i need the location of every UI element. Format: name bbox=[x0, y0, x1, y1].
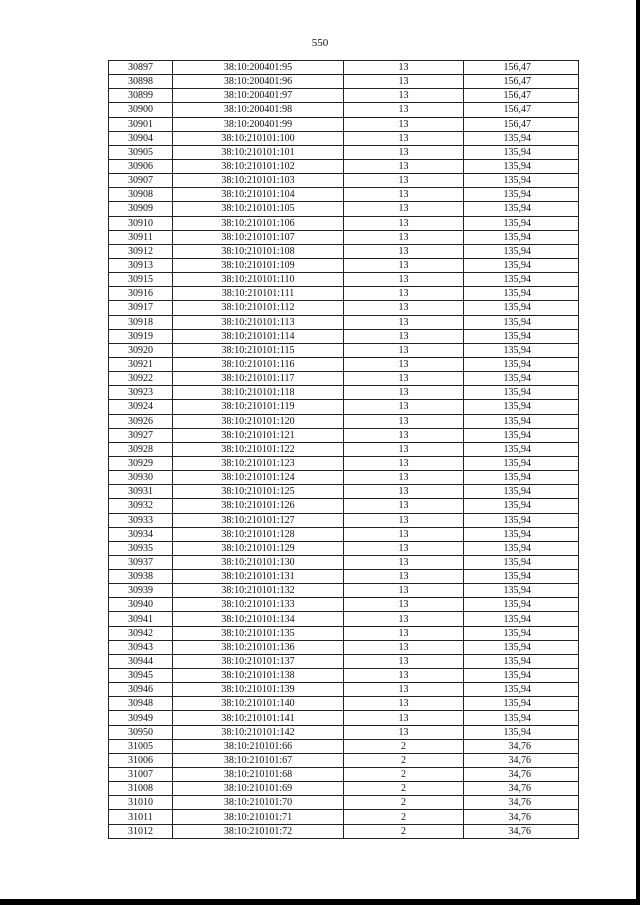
cadastral-number-cell: 38:10:210101:139 bbox=[173, 683, 344, 697]
scan-edge-bottom bbox=[0, 899, 640, 905]
cadastral-number-cell: 38:10:210101:133 bbox=[173, 598, 344, 612]
cadastral-number-cell: 38:10:200401:97 bbox=[173, 89, 344, 103]
cadastral-number-cell: 38:10:210101:136 bbox=[173, 640, 344, 654]
quantity-cell: 13 bbox=[344, 414, 464, 428]
row-id-cell: 31005 bbox=[109, 739, 173, 753]
quantity-cell: 2 bbox=[344, 796, 464, 810]
row-id-cell: 30900 bbox=[109, 103, 173, 117]
table-row bbox=[109, 739, 579, 753]
row-id-cell: 30921 bbox=[109, 357, 173, 371]
amount-cell: 135,94 bbox=[464, 654, 579, 668]
quantity-cell: 2 bbox=[344, 810, 464, 824]
row-id-cell: 30929 bbox=[109, 456, 173, 470]
quantity-cell: 13 bbox=[344, 400, 464, 414]
cadastral-number-cell: 38:10:210101:71 bbox=[173, 810, 344, 824]
table-row bbox=[109, 499, 579, 513]
quantity-cell: 13 bbox=[344, 301, 464, 315]
cadastral-number-cell: 38:10:210101:128 bbox=[173, 527, 344, 541]
cadastral-number-cell: 38:10:210101:117 bbox=[173, 372, 344, 386]
cadastral-number-cell: 38:10:210101:138 bbox=[173, 669, 344, 683]
row-id-cell: 31006 bbox=[109, 753, 173, 767]
quantity-cell: 13 bbox=[344, 527, 464, 541]
row-id-cell: 30927 bbox=[109, 428, 173, 442]
quantity-cell: 13 bbox=[344, 103, 464, 117]
amount-cell: 135,94 bbox=[464, 626, 579, 640]
quantity-cell: 2 bbox=[344, 753, 464, 767]
cadastral-number-cell: 38:10:210101:108 bbox=[173, 244, 344, 258]
table-row bbox=[109, 244, 579, 258]
quantity-cell: 13 bbox=[344, 654, 464, 668]
cadastral-number-cell: 38:10:200401:99 bbox=[173, 117, 344, 131]
table-row bbox=[109, 287, 579, 301]
table-row bbox=[109, 202, 579, 216]
amount-cell: 135,94 bbox=[464, 372, 579, 386]
row-id-cell: 30908 bbox=[109, 188, 173, 202]
cadastral-number-cell: 38:10:210101:116 bbox=[173, 357, 344, 371]
quantity-cell: 13 bbox=[344, 61, 464, 75]
quantity-cell: 13 bbox=[344, 697, 464, 711]
table-row bbox=[109, 428, 579, 442]
cadastral-number-cell: 38:10:210101:130 bbox=[173, 555, 344, 569]
row-id-cell: 30938 bbox=[109, 570, 173, 584]
quantity-cell: 13 bbox=[344, 216, 464, 230]
row-id-cell: 30932 bbox=[109, 499, 173, 513]
data-table-container bbox=[108, 60, 579, 839]
data-table bbox=[108, 60, 579, 839]
quantity-cell: 13 bbox=[344, 315, 464, 329]
amount-cell: 135,94 bbox=[464, 640, 579, 654]
amount-cell: 135,94 bbox=[464, 725, 579, 739]
amount-cell: 135,94 bbox=[464, 697, 579, 711]
quantity-cell: 13 bbox=[344, 159, 464, 173]
table-row bbox=[109, 796, 579, 810]
quantity-cell: 2 bbox=[344, 768, 464, 782]
amount-cell: 135,94 bbox=[464, 400, 579, 414]
amount-cell: 135,94 bbox=[464, 174, 579, 188]
quantity-cell: 13 bbox=[344, 683, 464, 697]
cadastral-number-cell: 38:10:210101:115 bbox=[173, 343, 344, 357]
amount-cell: 135,94 bbox=[464, 485, 579, 499]
quantity-cell: 13 bbox=[344, 117, 464, 131]
table-row bbox=[109, 456, 579, 470]
table-row bbox=[109, 273, 579, 287]
amount-cell: 135,94 bbox=[464, 513, 579, 527]
amount-cell: 34,76 bbox=[464, 796, 579, 810]
cadastral-number-cell: 38:10:210101:135 bbox=[173, 626, 344, 640]
quantity-cell: 2 bbox=[344, 782, 464, 796]
cadastral-number-cell: 38:10:210101:118 bbox=[173, 386, 344, 400]
table-row bbox=[109, 188, 579, 202]
cadastral-number-cell: 38:10:210101:134 bbox=[173, 612, 344, 626]
row-id-cell: 30933 bbox=[109, 513, 173, 527]
table-row bbox=[109, 357, 579, 371]
cadastral-number-cell: 38:10:210101:100 bbox=[173, 131, 344, 145]
table-row bbox=[109, 768, 579, 782]
cadastral-number-cell: 38:10:210101:119 bbox=[173, 400, 344, 414]
table-row bbox=[109, 414, 579, 428]
quantity-cell: 13 bbox=[344, 329, 464, 343]
quantity-cell: 13 bbox=[344, 442, 464, 456]
table-row bbox=[109, 598, 579, 612]
quantity-cell: 13 bbox=[344, 428, 464, 442]
table-row bbox=[109, 584, 579, 598]
table-row bbox=[109, 612, 579, 626]
quantity-cell: 13 bbox=[344, 711, 464, 725]
cadastral-number-cell: 38:10:200401:98 bbox=[173, 103, 344, 117]
quantity-cell: 13 bbox=[344, 570, 464, 584]
quantity-cell: 13 bbox=[344, 669, 464, 683]
row-id-cell: 31007 bbox=[109, 768, 173, 782]
cadastral-number-cell: 38:10:210101:105 bbox=[173, 202, 344, 216]
table-row bbox=[109, 329, 579, 343]
amount-cell: 156,47 bbox=[464, 75, 579, 89]
table-row bbox=[109, 753, 579, 767]
amount-cell: 135,94 bbox=[464, 669, 579, 683]
row-id-cell: 30942 bbox=[109, 626, 173, 640]
quantity-cell: 13 bbox=[344, 188, 464, 202]
amount-cell: 135,94 bbox=[464, 414, 579, 428]
cadastral-number-cell: 38:10:210101:107 bbox=[173, 230, 344, 244]
table-row bbox=[109, 683, 579, 697]
table-row bbox=[109, 75, 579, 89]
table-row bbox=[109, 640, 579, 654]
amount-cell: 156,47 bbox=[464, 89, 579, 103]
scan-edge-right bbox=[636, 0, 640, 905]
table-row bbox=[109, 485, 579, 499]
row-id-cell: 30920 bbox=[109, 343, 173, 357]
cadastral-number-cell: 38:10:210101:69 bbox=[173, 782, 344, 796]
quantity-cell: 13 bbox=[344, 555, 464, 569]
amount-cell: 135,94 bbox=[464, 301, 579, 315]
amount-cell: 34,76 bbox=[464, 810, 579, 824]
table-row bbox=[109, 654, 579, 668]
quantity-cell: 2 bbox=[344, 824, 464, 838]
quantity-cell: 13 bbox=[344, 456, 464, 470]
table-row bbox=[109, 513, 579, 527]
quantity-cell: 13 bbox=[344, 273, 464, 287]
row-id-cell: 30939 bbox=[109, 584, 173, 598]
row-id-cell: 30931 bbox=[109, 485, 173, 499]
table-row bbox=[109, 626, 579, 640]
cadastral-number-cell: 38:10:210101:104 bbox=[173, 188, 344, 202]
row-id-cell: 30928 bbox=[109, 442, 173, 456]
quantity-cell: 13 bbox=[344, 75, 464, 89]
row-id-cell: 30918 bbox=[109, 315, 173, 329]
amount-cell: 135,94 bbox=[464, 329, 579, 343]
row-id-cell: 30911 bbox=[109, 230, 173, 244]
row-id-cell: 30923 bbox=[109, 386, 173, 400]
amount-cell: 135,94 bbox=[464, 584, 579, 598]
quantity-cell: 13 bbox=[344, 541, 464, 555]
table-row bbox=[109, 103, 579, 117]
quantity-cell: 13 bbox=[344, 626, 464, 640]
table-row bbox=[109, 131, 579, 145]
cadastral-number-cell: 38:10:210101:111 bbox=[173, 287, 344, 301]
amount-cell: 135,94 bbox=[464, 230, 579, 244]
table-row bbox=[109, 400, 579, 414]
quantity-cell: 13 bbox=[344, 598, 464, 612]
row-id-cell: 31011 bbox=[109, 810, 173, 824]
row-id-cell: 30948 bbox=[109, 697, 173, 711]
row-id-cell: 30922 bbox=[109, 372, 173, 386]
table-row bbox=[109, 343, 579, 357]
quantity-cell: 13 bbox=[344, 725, 464, 739]
table-row bbox=[109, 782, 579, 796]
row-id-cell: 30913 bbox=[109, 258, 173, 272]
amount-cell: 135,94 bbox=[464, 683, 579, 697]
quantity-cell: 13 bbox=[344, 386, 464, 400]
row-id-cell: 30946 bbox=[109, 683, 173, 697]
row-id-cell: 30935 bbox=[109, 541, 173, 555]
row-id-cell: 30909 bbox=[109, 202, 173, 216]
quantity-cell: 13 bbox=[344, 471, 464, 485]
cadastral-number-cell: 38:10:210101:113 bbox=[173, 315, 344, 329]
table-row bbox=[109, 230, 579, 244]
quantity-cell: 13 bbox=[344, 513, 464, 527]
table-row bbox=[109, 471, 579, 485]
table-row bbox=[109, 697, 579, 711]
amount-cell: 135,94 bbox=[464, 131, 579, 145]
cadastral-number-cell: 38:10:210101:123 bbox=[173, 456, 344, 470]
amount-cell: 135,94 bbox=[464, 357, 579, 371]
table-row bbox=[109, 541, 579, 555]
cadastral-number-cell: 38:10:210101:103 bbox=[173, 174, 344, 188]
cadastral-number-cell: 38:10:210101:140 bbox=[173, 697, 344, 711]
quantity-cell: 13 bbox=[344, 372, 464, 386]
cadastral-number-cell: 38:10:210101:126 bbox=[173, 499, 344, 513]
cadastral-number-cell: 38:10:210101:102 bbox=[173, 159, 344, 173]
table-row bbox=[109, 216, 579, 230]
amount-cell: 135,94 bbox=[464, 188, 579, 202]
row-id-cell: 30905 bbox=[109, 145, 173, 159]
row-id-cell: 30919 bbox=[109, 329, 173, 343]
row-id-cell: 30945 bbox=[109, 669, 173, 683]
row-id-cell: 30904 bbox=[109, 131, 173, 145]
table-row bbox=[109, 725, 579, 739]
table-row bbox=[109, 570, 579, 584]
cadastral-number-cell: 38:10:210101:101 bbox=[173, 145, 344, 159]
cadastral-number-cell: 38:10:210101:66 bbox=[173, 739, 344, 753]
quantity-cell: 13 bbox=[344, 131, 464, 145]
table-row bbox=[109, 824, 579, 838]
quantity-cell: 13 bbox=[344, 640, 464, 654]
amount-cell: 156,47 bbox=[464, 117, 579, 131]
cadastral-number-cell: 38:10:210101:124 bbox=[173, 471, 344, 485]
table-row bbox=[109, 810, 579, 824]
row-id-cell: 30917 bbox=[109, 301, 173, 315]
table-row bbox=[109, 117, 579, 131]
amount-cell: 135,94 bbox=[464, 386, 579, 400]
quantity-cell: 13 bbox=[344, 584, 464, 598]
row-id-cell: 30944 bbox=[109, 654, 173, 668]
quantity-cell: 2 bbox=[344, 739, 464, 753]
table-row bbox=[109, 89, 579, 103]
cadastral-number-cell: 38:10:210101:132 bbox=[173, 584, 344, 598]
amount-cell: 135,94 bbox=[464, 527, 579, 541]
row-id-cell: 30949 bbox=[109, 711, 173, 725]
quantity-cell: 13 bbox=[344, 499, 464, 513]
row-id-cell: 30901 bbox=[109, 117, 173, 131]
row-id-cell: 30916 bbox=[109, 287, 173, 301]
amount-cell: 135,94 bbox=[464, 471, 579, 485]
row-id-cell: 30940 bbox=[109, 598, 173, 612]
row-id-cell: 30910 bbox=[109, 216, 173, 230]
cadastral-number-cell: 38:10:210101:68 bbox=[173, 768, 344, 782]
row-id-cell: 31012 bbox=[109, 824, 173, 838]
amount-cell: 135,94 bbox=[464, 258, 579, 272]
amount-cell: 135,94 bbox=[464, 442, 579, 456]
amount-cell: 135,94 bbox=[464, 541, 579, 555]
amount-cell: 135,94 bbox=[464, 216, 579, 230]
amount-cell: 135,94 bbox=[464, 315, 579, 329]
amount-cell: 135,94 bbox=[464, 145, 579, 159]
row-id-cell: 31008 bbox=[109, 782, 173, 796]
amount-cell: 34,76 bbox=[464, 824, 579, 838]
cadastral-number-cell: 38:10:210101:70 bbox=[173, 796, 344, 810]
amount-cell: 135,94 bbox=[464, 612, 579, 626]
cadastral-number-cell: 38:10:210101:127 bbox=[173, 513, 344, 527]
table-row bbox=[109, 61, 579, 75]
amount-cell: 135,94 bbox=[464, 202, 579, 216]
quantity-cell: 13 bbox=[344, 202, 464, 216]
quantity-cell: 13 bbox=[344, 258, 464, 272]
quantity-cell: 13 bbox=[344, 343, 464, 357]
table-row bbox=[109, 555, 579, 569]
table-row bbox=[109, 442, 579, 456]
cadastral-number-cell: 38:10:210101:141 bbox=[173, 711, 344, 725]
cadastral-number-cell: 38:10:210101:137 bbox=[173, 654, 344, 668]
row-id-cell: 30899 bbox=[109, 89, 173, 103]
amount-cell: 135,94 bbox=[464, 287, 579, 301]
table-row bbox=[109, 301, 579, 315]
quantity-cell: 13 bbox=[344, 145, 464, 159]
row-id-cell: 31010 bbox=[109, 796, 173, 810]
cadastral-number-cell: 38:10:210101:129 bbox=[173, 541, 344, 555]
amount-cell: 135,94 bbox=[464, 555, 579, 569]
cadastral-number-cell: 38:10:210101:109 bbox=[173, 258, 344, 272]
cadastral-number-cell: 38:10:210101:67 bbox=[173, 753, 344, 767]
table-row bbox=[109, 711, 579, 725]
row-id-cell: 30937 bbox=[109, 555, 173, 569]
page-number: 550 bbox=[311, 37, 329, 49]
amount-cell: 135,94 bbox=[464, 428, 579, 442]
table-row bbox=[109, 315, 579, 329]
table-row bbox=[109, 159, 579, 173]
amount-cell: 135,94 bbox=[464, 159, 579, 173]
row-id-cell: 30906 bbox=[109, 159, 173, 173]
row-id-cell: 30930 bbox=[109, 471, 173, 485]
amount-cell: 156,47 bbox=[464, 103, 579, 117]
cadastral-number-cell: 38:10:210101:72 bbox=[173, 824, 344, 838]
cadastral-number-cell: 38:10:210101:142 bbox=[173, 725, 344, 739]
table-row bbox=[109, 386, 579, 400]
amount-cell: 135,94 bbox=[464, 499, 579, 513]
quantity-cell: 13 bbox=[344, 230, 464, 244]
cadastral-number-cell: 38:10:210101:131 bbox=[173, 570, 344, 584]
cadastral-number-cell: 38:10:210101:122 bbox=[173, 442, 344, 456]
table-row bbox=[109, 372, 579, 386]
table-row bbox=[109, 145, 579, 159]
row-id-cell: 30898 bbox=[109, 75, 173, 89]
row-id-cell: 30950 bbox=[109, 725, 173, 739]
row-id-cell: 30924 bbox=[109, 400, 173, 414]
quantity-cell: 13 bbox=[344, 89, 464, 103]
amount-cell: 135,94 bbox=[464, 711, 579, 725]
row-id-cell: 30907 bbox=[109, 174, 173, 188]
amount-cell: 34,76 bbox=[464, 753, 579, 767]
cadastral-number-cell: 38:10:210101:125 bbox=[173, 485, 344, 499]
table-row bbox=[109, 258, 579, 272]
cadastral-number-cell: 38:10:200401:96 bbox=[173, 75, 344, 89]
quantity-cell: 13 bbox=[344, 485, 464, 499]
row-id-cell: 30943 bbox=[109, 640, 173, 654]
amount-cell: 34,76 bbox=[464, 768, 579, 782]
cadastral-number-cell: 38:10:210101:112 bbox=[173, 301, 344, 315]
table-body bbox=[109, 61, 579, 839]
quantity-cell: 13 bbox=[344, 612, 464, 626]
amount-cell: 135,94 bbox=[464, 273, 579, 287]
row-id-cell: 30897 bbox=[109, 61, 173, 75]
row-id-cell: 30934 bbox=[109, 527, 173, 541]
table-row bbox=[109, 527, 579, 541]
cadastral-number-cell: 38:10:210101:121 bbox=[173, 428, 344, 442]
row-id-cell: 30926 bbox=[109, 414, 173, 428]
row-id-cell: 30915 bbox=[109, 273, 173, 287]
amount-cell: 135,94 bbox=[464, 244, 579, 258]
quantity-cell: 13 bbox=[344, 287, 464, 301]
quantity-cell: 13 bbox=[344, 244, 464, 258]
cadastral-number-cell: 38:10:210101:114 bbox=[173, 329, 344, 343]
quantity-cell: 13 bbox=[344, 357, 464, 371]
amount-cell: 34,76 bbox=[464, 782, 579, 796]
amount-cell: 156,47 bbox=[464, 61, 579, 75]
cadastral-number-cell: 38:10:210101:106 bbox=[173, 216, 344, 230]
amount-cell: 135,94 bbox=[464, 456, 579, 470]
cadastral-number-cell: 38:10:200401:95 bbox=[173, 61, 344, 75]
row-id-cell: 30941 bbox=[109, 612, 173, 626]
table-row bbox=[109, 669, 579, 683]
quantity-cell: 13 bbox=[344, 174, 464, 188]
table-row bbox=[109, 174, 579, 188]
cadastral-number-cell: 38:10:210101:120 bbox=[173, 414, 344, 428]
amount-cell: 135,94 bbox=[464, 343, 579, 357]
amount-cell: 135,94 bbox=[464, 598, 579, 612]
cadastral-number-cell: 38:10:210101:110 bbox=[173, 273, 344, 287]
amount-cell: 135,94 bbox=[464, 570, 579, 584]
row-id-cell: 30912 bbox=[109, 244, 173, 258]
amount-cell: 34,76 bbox=[464, 739, 579, 753]
